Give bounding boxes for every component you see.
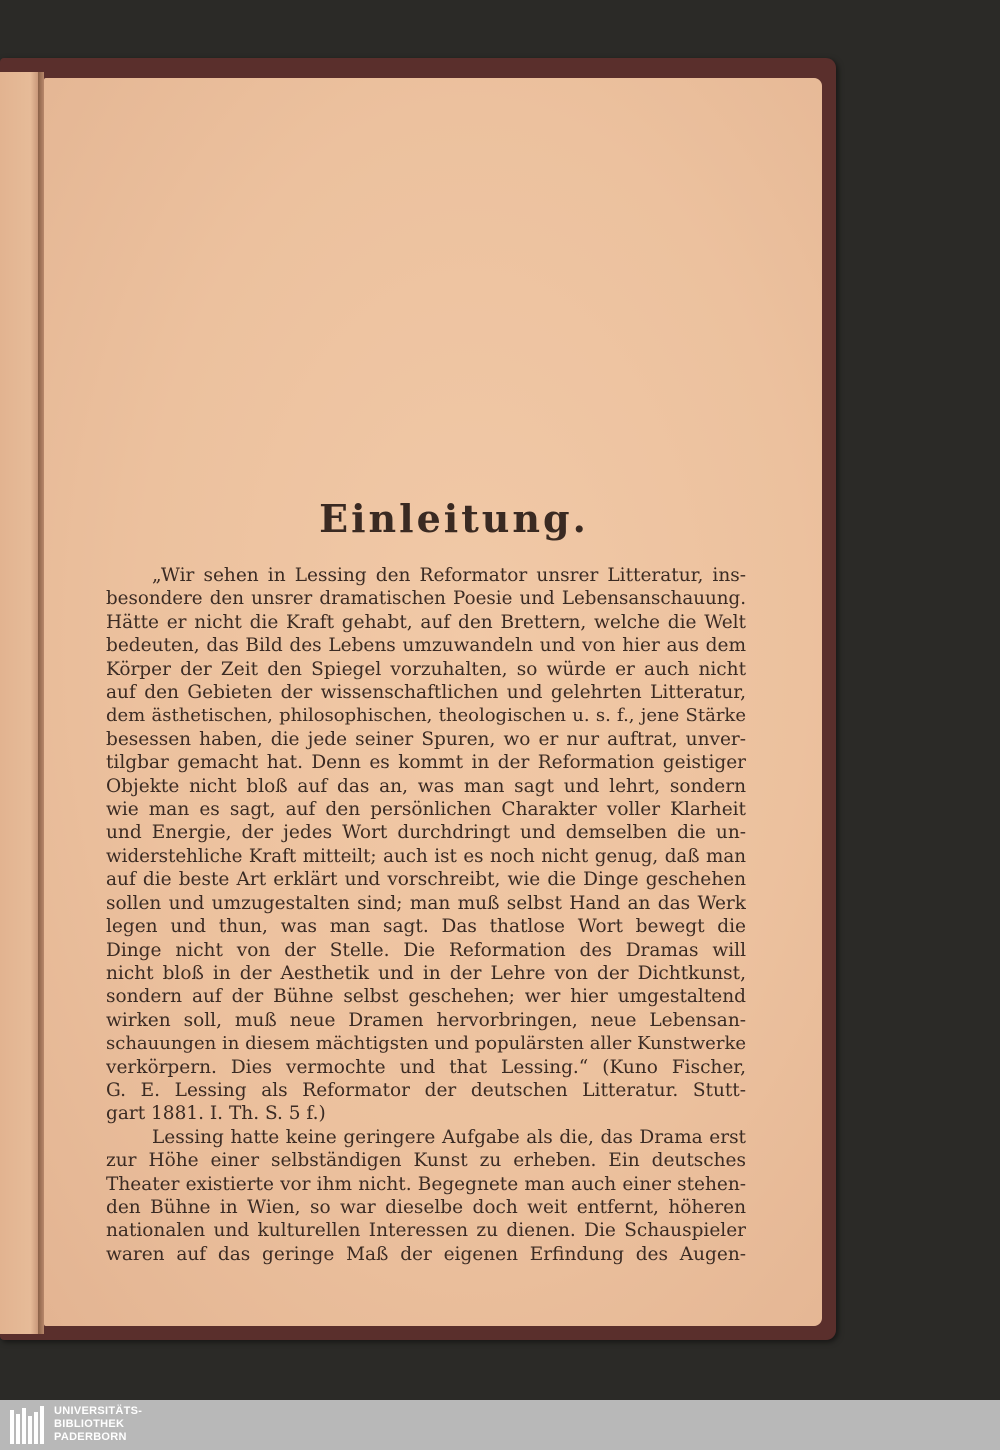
text-line: wirken soll, muß neue Dramen hervorbringen, neue Lebensan- — [106, 1009, 746, 1031]
text-line: Objekte nicht bloß auf das an, was man sagt und lehrt, sondern — [106, 775, 746, 797]
text-line: Körper der Zeit den Spiegel vorzuhalten, so würde er auch nicht — [106, 658, 746, 680]
university-library-logo-icon — [8, 1404, 48, 1446]
text-line: waren auf das geringe Maß der eigenen Erfindung des Augen- — [106, 1243, 746, 1265]
text-line: sondern auf der Bühne selbst geschehen; wer hier umgestaltend — [106, 986, 746, 1008]
text-line: zur Höhe einer selbständigen Kunst zu erheben. Ein deutsches — [106, 1150, 746, 1172]
library-logo-text — [54, 1405, 142, 1444]
text-line: verkörpern. Dies vermochte und that Lessing.“ (Kuno Fischer, — [106, 1056, 746, 1078]
text-line: dem ästhetischen, philosophischen, theologischen u. s. f., jene Stärke — [106, 705, 746, 727]
text-line: wie man es sagt, auf den persönlichen Charakter voller Klarheit — [106, 799, 746, 821]
book-page — [44, 78, 822, 1326]
page-heading: Einleitung. — [319, 496, 589, 541]
logo-line: PADERBORN — [54, 1431, 127, 1443]
text-line: „Wir sehen in Lessing den Reformator unsrer Litteratur, ins- — [152, 565, 746, 586]
text-line: bedeuten, das Bild des Lebens umzuwandeln und von hier aus dem — [106, 635, 746, 657]
text-line: gart 1881. I. Th. S. 5 f.) — [106, 1103, 326, 1125]
logo-line: UNIVERSITÄTS- — [54, 1405, 143, 1417]
text-line: tilgbar gemacht hat. Denn es kommt in der Reformation geistiger — [106, 752, 746, 774]
text-line: auf den Gebieten der wissenschaftlichen und gelehrten Litteratur, — [106, 682, 746, 704]
text-line: besondere den unsrer dramatischen Poesie und Lebensanschauung. — [106, 588, 746, 610]
text-line: Dinge nicht von der Stelle. Die Reformation des Dramas will — [106, 939, 746, 961]
text-line: auf die beste Art erklärt und vorschreibt, wie die Dinge geschehen — [106, 869, 746, 891]
library-footer-bar — [0, 1400, 1000, 1450]
logo-line: BIBLIOTHEK — [54, 1418, 125, 1430]
left-page-edge — [0, 72, 38, 1334]
text-line: sollen und umzugestalten sind; man muß selbst Hand an das Werk — [106, 892, 746, 914]
text-line: schauungen in diesem mächtigsten und populärsten aller Kunstwerke — [106, 1033, 746, 1055]
text-line: besessen haben, die jede seiner Spuren, wo er nur auftrat, unver- — [106, 728, 746, 750]
text-line: nicht bloß in der Aesthetik und in der Lehre von der Dichtkunst, — [106, 962, 746, 984]
text-line: Lessing hatte keine geringere Aufgabe als die, das Drama erst — [152, 1126, 746, 1148]
text-line: und Energie, der jedes Wort durchdringt und demselben die un- — [106, 822, 746, 844]
text-line: Hätte er nicht die Kraft gehabt, auf den Brettern, welche die Welt — [106, 611, 746, 633]
text-line: Theater existierte vor ihm nicht. Begegnete man auch einer stehen- — [106, 1173, 746, 1195]
text-line: widerstehliche Kraft mitteilt; auch ist es noch nicht genug, daß man — [106, 845, 746, 867]
text-line: nationalen und kulturellen Interessen zu dienen. Die Schauspieler — [106, 1220, 746, 1242]
text-line: legen und thun, was man sagt. Das thatlose Wort bewegt die — [106, 916, 746, 938]
text-line: den Bühne in Wien, so war dieselbe doch weit entfernt, höheren — [106, 1196, 746, 1218]
text-line: G. E. Lessing als Reformator der deutschen Litteratur. Stutt- — [106, 1079, 746, 1101]
body-text — [106, 564, 746, 1266]
